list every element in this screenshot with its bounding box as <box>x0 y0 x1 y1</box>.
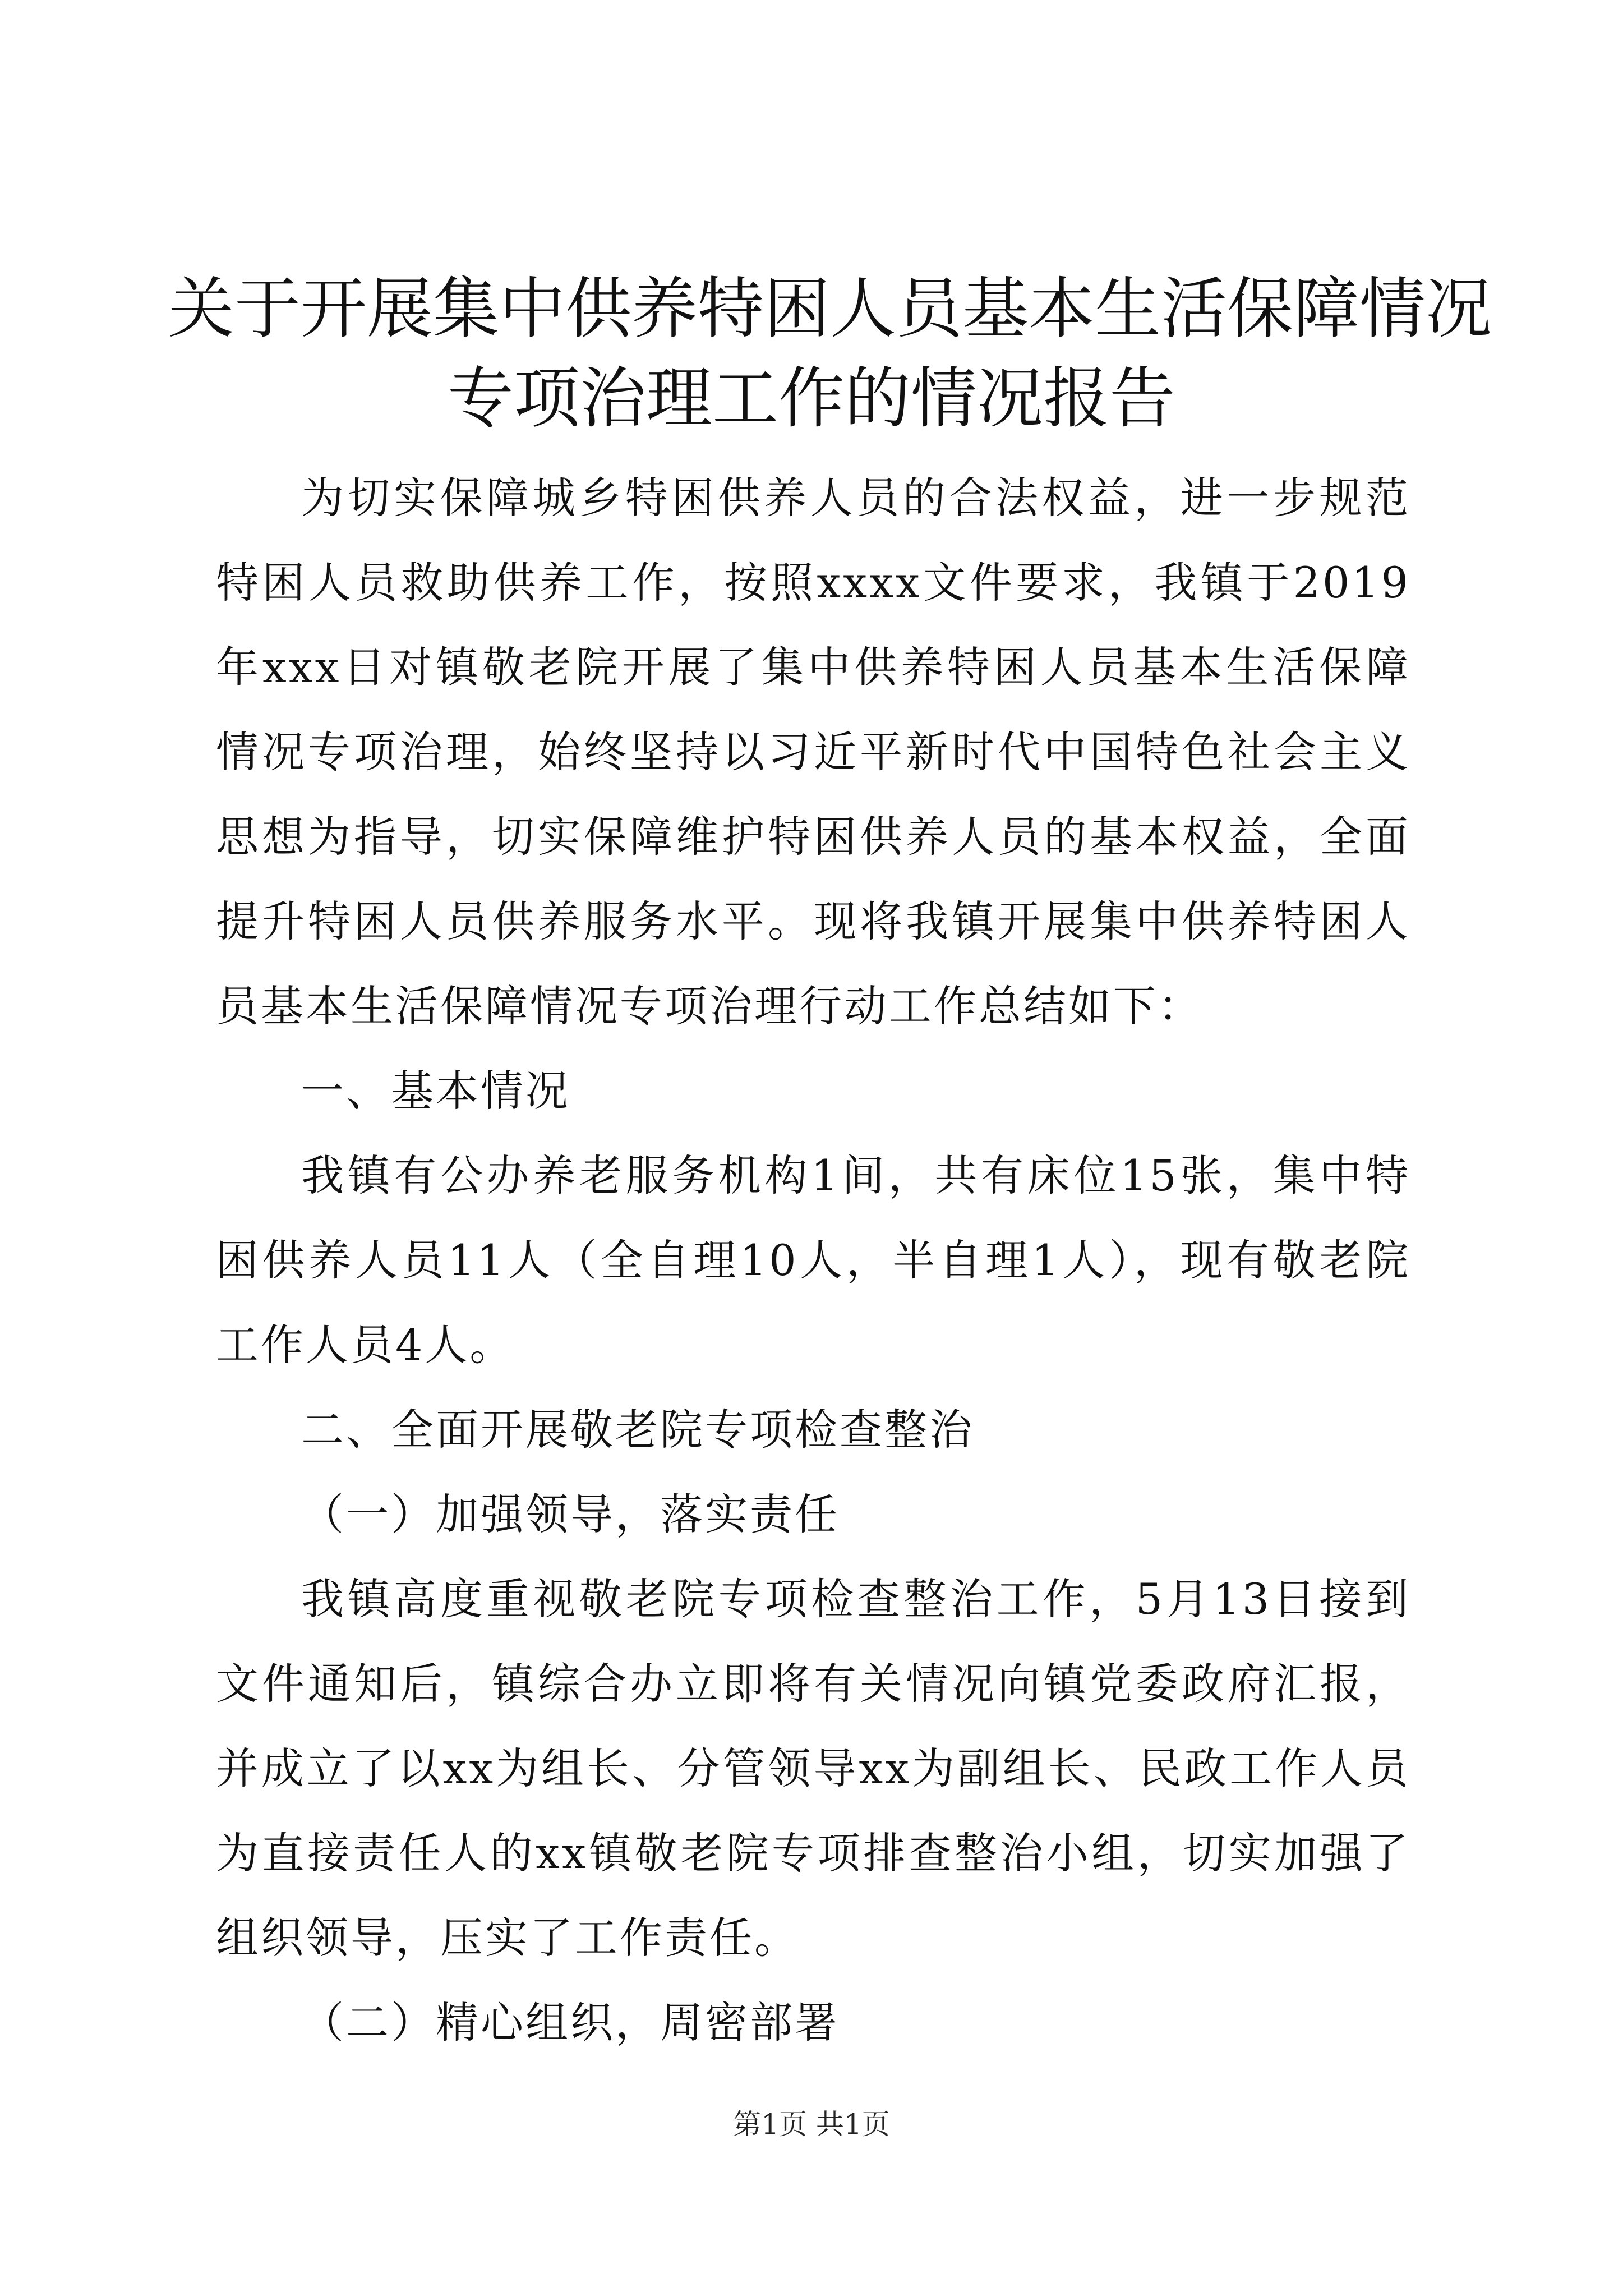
subheading-organization: （二）精心组织，周密部署 <box>301 1998 840 2047</box>
basic-situation-paragraph: 我镇有公办养老服务机构1间，共有床位15张，集中特困供养人员11人（全自理10人，半自理1人），现有敬老院工作人员4人。 <box>216 1151 1410 1370</box>
subheading-leadership: （一）加强领导，落实责任 <box>301 1489 840 1539</box>
document-title-line-1: 关于开展集中供养特困人员基本生活保障情况 <box>168 270 1492 347</box>
document-title-line-2: 专项治理工作的情况报告 <box>447 360 1175 437</box>
section-heading-inspection: 二、全面开展敬老院专项检查整治 <box>301 1405 974 1455</box>
section-heading-basic-situation: 一、基本情况 <box>301 1066 570 1116</box>
intro-paragraph: 为切实保障城乡特困供养人员的合法权益，进一步规范特困人员救助供养工作，按照xxxx文件要求，我镇于2019年xxx日对镇敬老院开展了集中供养特困人员基本生活保障情况专项治理，始终坚持以习近平新时代中国特色社会主义思想为指导，切实保障维护特困供养人员的基本权益，全面提升特困人员供养服务水平。现将我镇开展集中供养特困人员基本生活保障情况专项治理行动工作总结如下： <box>216 473 1410 1031</box>
leadership-paragraph: 我镇高度重视敬老院专项检查整治工作，5月13日接到文件通知后，镇综合办立即将有关情况向镇党委政府汇报，并成立了以xx为组长、分管领导xx为副组长、民政工作人员为直接责任人的xx镇敬老院专项排查整治小组，切实加强了组织领导，压实了工作责任。 <box>216 1574 1410 1963</box>
document-body <box>216 455 1410 2065</box>
page-number-footer: 第1页 共1页 <box>733 2108 890 2141</box>
